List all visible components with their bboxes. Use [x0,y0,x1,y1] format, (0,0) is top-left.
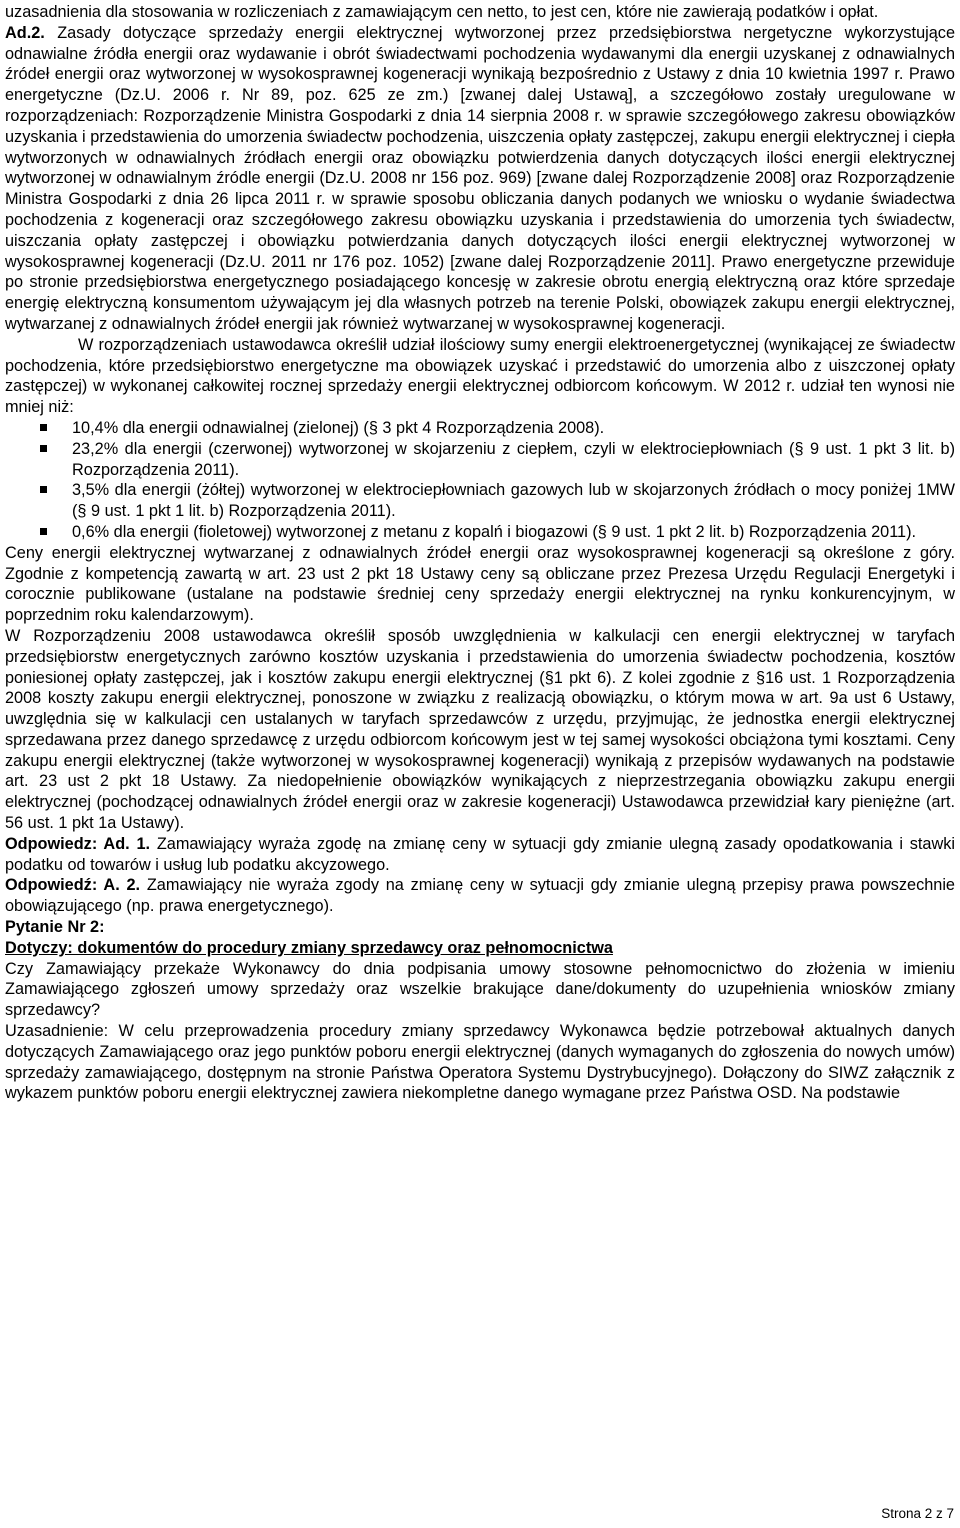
answer-ad1-text: Zamawiający wyraża zgodę na zmianę ceny w sytuacji gdy zmianie ulegną zasady opodatkowania i stawki podatku od towarów i usług lub podatku akcyzowego. [5,834,956,874]
answer-ad2-text: Zamawiający nie wyraża zgody na zmianę ceny w sytuacji gdy zmianie ulegną przepisy prawa powszechnie obowiązującego (np. prawa energetycznego). [5,876,955,916]
question-text: Czy Zamawiający przekaże Wykonawcy do dnia podpisania umowy stosowne pełnomocnictwo do złożenia w imieniu Zamawiającego zgłoszeń umowy sprzedaży oraz wszelkie brakujące dane/dokumenty do uzupełnienia wniosków zmiany sprzedawcy? [5,959,955,1020]
ad2-label: Ad.2. [5,23,45,42]
square-bullet-icon [40,424,47,431]
paragraph-regulation-2008: W Rozporządzeniu 2008 ustawodawca określił sposób uwzględnienia w kalkulacji cen energii elektrycznej w taryfach przedsiębiorstw energetycznych zarówno kosztów uzyskania i przedstawienia do umorzenia świadectw pochodzenia, kosztów poniesionej opłaty zastępczej, jak i kosztów zakupu energii elektrycznej (§1 pkt 6). Z kolei zgodnie z §16 ust. 1 Rozporządzenia 2008 koszty zakupu energii elektrycznej, ponoszone w związku z realizacją obowiązku, o którym mowa w art. 9a ust 6 Ustawy, uwzględnia się w kalkulacji cen ustalanych w taryfach sprzedawców z urzędu, przyjmując, że jednostka energii elektrycznej sprzedawana przez danego sprzedawcę z urzędu odbiorcom końcowym jest w tej samej wysokości obciążona tymi kosztami. Ceny zakupu energii elektrycznej (także wytworzonej w wysokosprawnej kogeneracji) wynikają z przepisów wydawanych na podstawie art. 23 ust 2 pkt 18 Ustawy. Za niedopełnienie obowiązków wynikających z nieprzestrzegania obowiązku zakupu energii elektrycznej (pochodzącej odnawialnych źródeł energii oraz w zakresie kogeneracji) Ustawodawca przewidział kary pieniężne (art. 56 ust. 1 pkt 1a Ustawy). [5,626,955,833]
square-bullet-icon [40,445,47,452]
list-item: 23,2% dla energii (czerwonej) wytworzonej w skojarzeniu z ciepłem, czyli w elektrociepłowniach (§ 9 ust. 1 pkt 3 lit. b) Rozporządzenia 2011). [5,439,955,481]
answer-ad1 [5,834,955,876]
list-item: 10,4% dla energii odnawialnej (zielonej) (§ 3 pkt 4 Rozporządzenia 2008). [5,418,955,439]
square-bullet-icon [40,486,47,493]
paragraph-ad2 [5,23,955,335]
question-topic: Dotyczy: dokumentów do procedury zmiany sprzedawcy oraz pełnomocnictwa [5,938,613,957]
question-heading: Pytanie Nr 2: [5,918,105,937]
list-item: 3,5% dla energii (żółtej) wytworzonej w elektrociepłowniach gazowych lub w skojarzonych źródłach o mocy poniżej 1MW (§ 9 ust. 1 pkt 1 lit. b) Rozporządzenia 2011). [5,480,955,522]
document-page [5,0,955,1104]
paragraph-continuation: uzasadnienia dla stosowania w rozliczeniach z zamawiającym cen netto, to jest cen, które nie zawierają podatków i opłat. [5,3,879,21]
answer-ad2-label: Odpowiedź: A. 2. [5,876,141,895]
answer-ad2 [5,875,955,917]
paragraph-prices: Ceny energii elektrycznej wytwarzanej z odnawialnych źródeł energii oraz wysokosprawnej kogeneracji są określone z góry. Zgodnie z kompetencją zawartą w art. 23 ust 2 pkt 18 Ustawy ceny są obliczane przez Prezesa Urzędu Regulacji Energetyki i corocznie publikowane (ustalane na podstawie średniej ceny sprzedaży energii elektrycznej na rynku konkurencyjnym, w poprzednim roku kalendarzowym). [5,543,955,625]
share-list [5,418,955,543]
page-number: Strona 2 z 7 [881,1506,954,1521]
question-justification: Uzasadnienie: W celu przeprowadzenia procedury zmiany sprzedawcy Wykonawca będzie potrzebował aktualnych danych dotyczących Zamawiającego oraz jego punktów poboru energii elektrycznej (danych wymaganych do zgłoszenia do nowych umów) sprzedaży zamawiającego, dostępnym na stronie Państwa Operatora Systemu Dystrybucyjnego). Dołączony do SIWZ załącznik z wykazem punktów poboru energii elektrycznej zawiera niekompletne danego wymagane przez Państwa OSD. Na podstawie [5,1022,955,1103]
list-item: 0,6% dla energii (fioletowej) wytworzonej z metanu z kopalń i biogazowi (§ 9 ust. 1 pkt 2 lit. b) Rozporządzenia 2011). [5,522,955,543]
ad2-text: Zasady dotyczące sprzedaży energii elektrycznej wytworzonej przez przedsiębiorstwa nergetyczne wykorzystujące odnawialne źródła energii oraz wydawanie i obrót świadectwami pochodzenia wydawanymi dla energii uzyskanej z odnawialnych źródeł energii oraz wytworzonej w wysokosprawnej kogeneracji wynikają bezpośrednio z Ustawy z dnia 10 kwietnia 1997 r. Prawo energetyczne (Dz.U. 2006 r. Nr 89, poz. 625 ze zm.) [zwanej dalej Ustawą], a szczegółowo zostały uregulowane w rozporządzeniach: Rozporządzenie Ministra Gospodarki z dnia 14 sierpnia 2008 r. w sprawie szczegółowego zakresu obowiązków uzyskania i przedstawienia do umorzenia świadectw pochodzenia, uiszczenia opłaty zastępczej, zakupu energii elektrycznej i ciepła wytworzonych w odnawialnych źródłach energii oraz obowiązku potwierdzenia danych dotyczących ilości energii elektrycznej wytworzonej w odnawialnym źródle energii (Dz.U. 2008 nr 156 poz. 969) [zwane dalej Rozporządzenie 2008] oraz Rozporządzenie Ministra Gospodarki z dnia 26 lipca 2011 r. w sprawie sposobu obliczania danych podanych we wniosku o wydanie świadectwa pochodzenia z kogeneracji oraz szczegółowego zakresu obowiązku uzyskania i przedstawienia do umorzenia tych świadectw, uiszczania opłaty zastępczej i obowiązku potwierdzania danych dotyczących ilości energii elektrycznej wytworzonej w wysokosprawnej kogeneracji (Dz.U. 2011 nr 176 poz. 1052) [zwane dalej Rozporządzenie 2011]. Prawo energetyczne przewiduje po stronie przedsiębiorstwa energetycznego posiadającego koncesję w zakresie obrotu energią elektryczną oraz które sprzedaje energię elektryczną konsumentom używającym jej dla własnych potrzeb na terenie Polski, obowiązek zakupu energii elektrycznej, wytwarzanej z odnawialnych źródeł energii jak również wytwarzanej w wysokosprawnej kogeneracji. [5,23,955,333]
square-bullet-icon [40,528,47,535]
paragraph-regulations: W rozporządzeniach ustawodawca określił udział ilościowy sumy energii elektroenergetycznej (wynikającej ze świadectw pochodzenia, które przedsiębiorstwo energetyczne ma obowiązek uzyskać i przedstawić do umorzenia albo z uiszczonej opłaty zastępczej) w wykonanej całkowitej rocznej sprzedaży energii elektrycznej odbiorcom końcowym. W 2012 r. udział ten wynosi nie mniej niż: [5,335,955,417]
answer-ad1-label: Odpowiedz: Ad. 1. [5,834,151,853]
